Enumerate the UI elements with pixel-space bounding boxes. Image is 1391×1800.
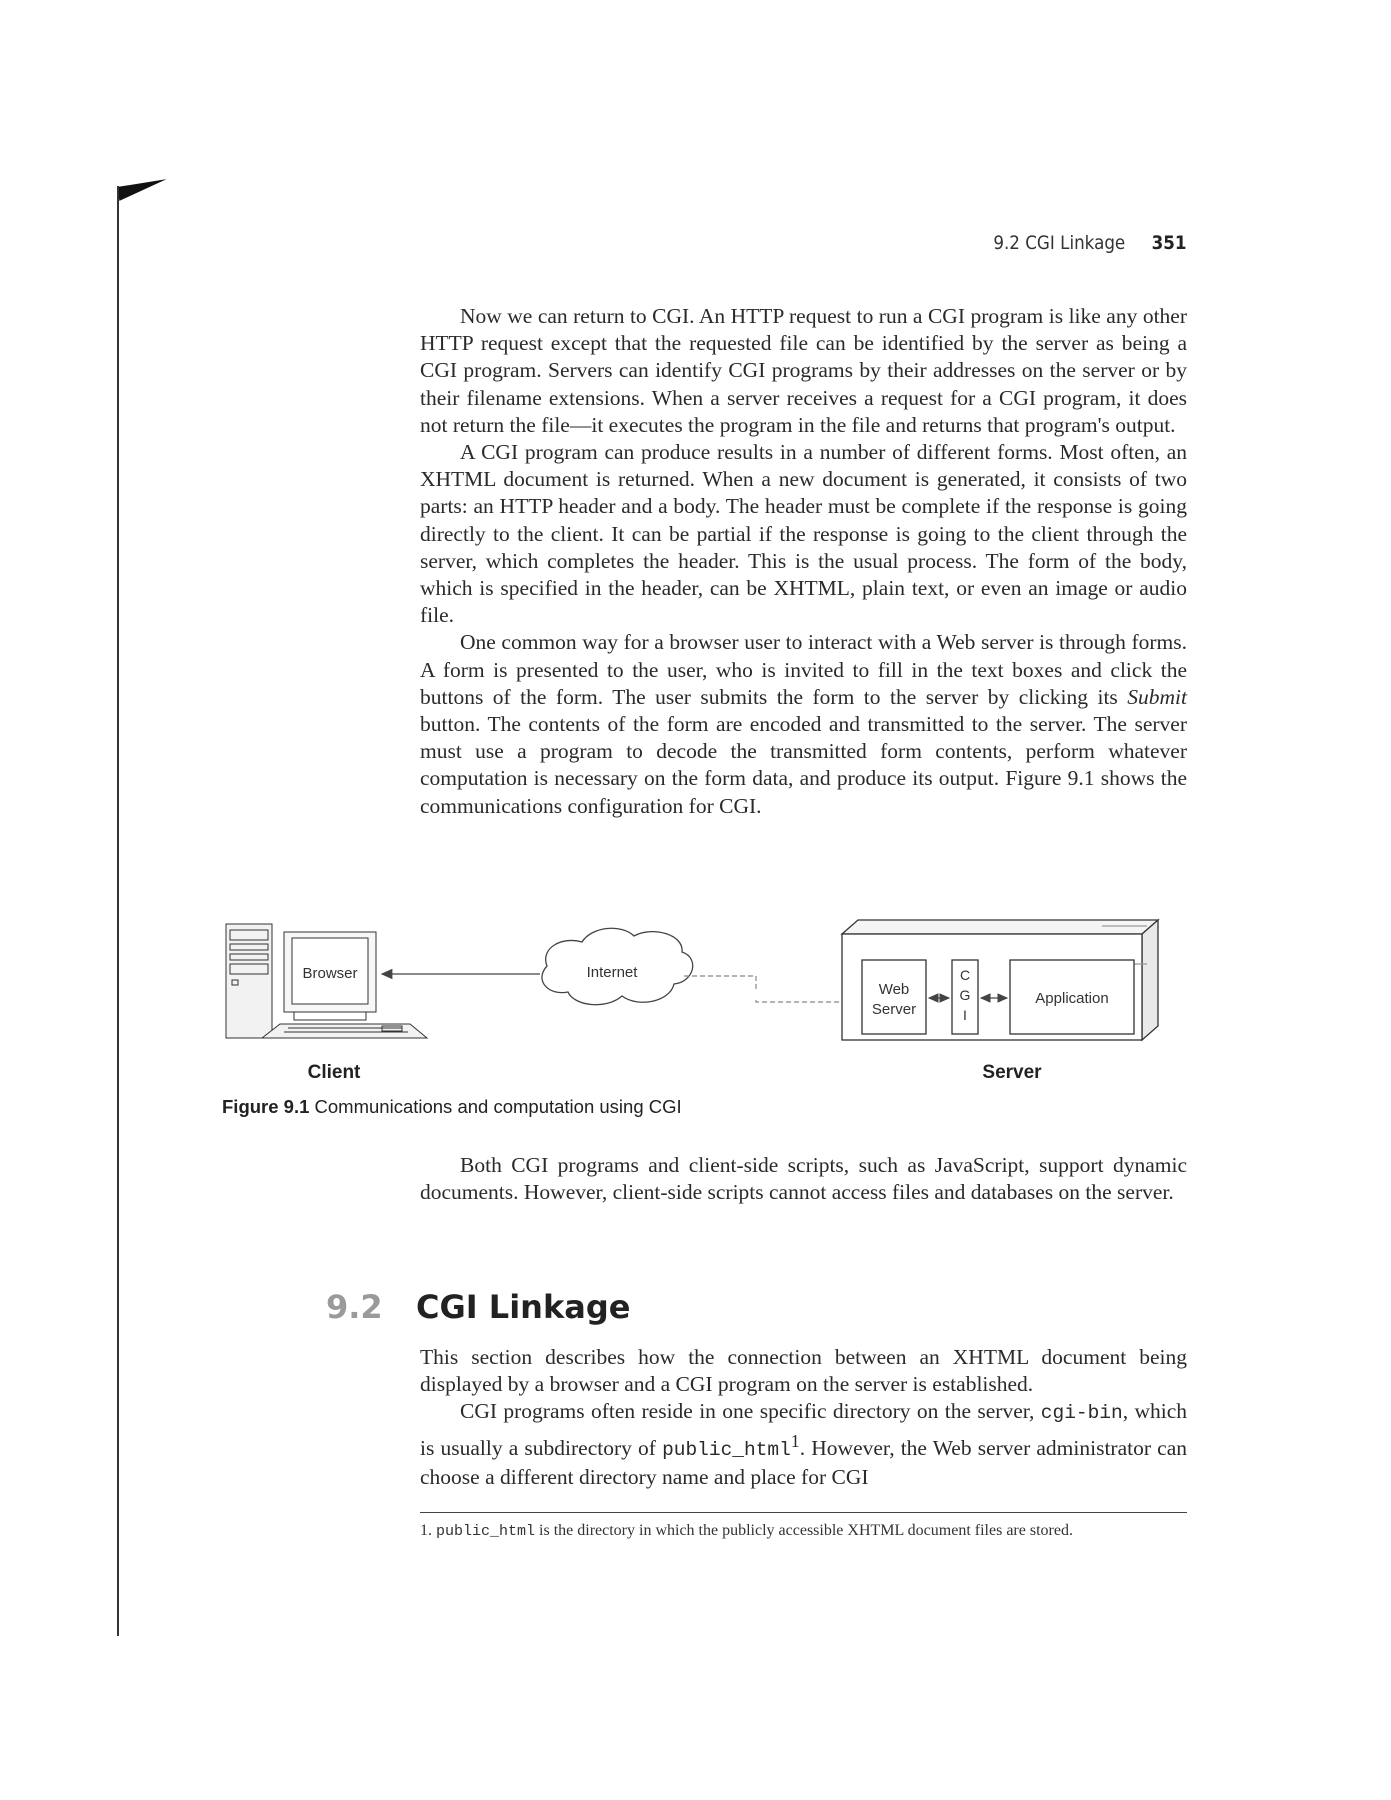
footnote	[420, 1520, 1187, 1542]
intro-paragraph-3: One common way for a browser user to interact with a Web server is through forms. A form is presented to the user, who is invited to fill in the text boxes and click the buttons of the form. The user submits the form to the server by clicking its Submit button. The contents of the form are encoded and transmitted to the server. The server must use a program to decode the transmitted form contents, perform whatever computation is necessary on the form data, and produce its output. Figure 9.1 shows the communications configuration for CGI.	[420, 630, 1187, 818]
server-label: Server	[982, 1062, 1042, 1083]
section-paragraph-2: CGI programs often reside in one specific directory on the server, cgi-bin, which is usually a subdirectory of public_html$^1$. However, the Web server administrator can choose a different directory name and place for CGI	[420, 1399, 1188, 1489]
footnote-number: 1.	[420, 1522, 432, 1539]
intro-paragraph-1: Now we can return to CGI. An HTTP request to run a CGI program is like any other HTTP request except that the requested file can be identified by the server as being a CGI program. Servers can identify CGI programs by their addresses on the server or by their filename extensions. When a server receives a request for a CGI program, it does not return the file—it executes the program in the file and returns that program's output.	[420, 304, 1187, 437]
after-figure-paragraph: Both CGI programs and client-side scripts, such as JavaScript, support dynamic documents. However, client-side scripts cannot access files and databases on the server.	[420, 1153, 1187, 1205]
running-head-section: 9.2 CGI Linkage	[993, 232, 1126, 254]
section-number: 9.2	[326, 1288, 383, 1326]
server-box	[842, 920, 1158, 1040]
footnote-ref: 1	[790, 1430, 800, 1451]
footnote-text: is the directory in which the publicly accessible XHTML document files are stored.	[535, 1522, 1073, 1539]
web-server-label-line2: Server	[871, 1001, 917, 1018]
intro-paragraph-2: A CGI program can produce results in a number of different forms. Most often, an XHTML document is returned. When a new document is generated, it consists of two parts: an HTTP header and a body. The header must be complete if the response is going directly to the client. It can be partial if the response is going to the client through the server, which completes the header. This is the usual process. The form of the body, which is specified in the header, can be XHTML, plain text, or even an image or audio file.	[420, 440, 1187, 628]
page-number: 351	[1152, 232, 1187, 254]
section-heading	[326, 1288, 630, 1326]
figure-caption	[222, 1096, 682, 1118]
binding-edge-line	[117, 186, 119, 1636]
cgi-letter-i: I	[963, 1007, 967, 1023]
internet-label: Internet	[586, 964, 638, 981]
footnote-rule	[420, 1512, 1187, 1513]
cgi-letter-c: C	[959, 967, 971, 983]
application-label: Application	[1035, 990, 1109, 1007]
binding-corner-mark	[117, 179, 169, 201]
footnote-code: public_html	[436, 1523, 536, 1540]
figure-caption-label: Figure 9.1	[222, 1096, 310, 1117]
running-head	[994, 232, 1187, 254]
client-label: Client	[307, 1062, 361, 1083]
section-title: CGI Linkage	[416, 1288, 631, 1326]
internet-server-arrow	[684, 976, 862, 1002]
web-server-label-line1: Web	[878, 981, 910, 998]
browser-label: Browser	[302, 965, 358, 982]
cgi-letter-g: G	[959, 987, 971, 1003]
figure-9-1	[222, 918, 1182, 1088]
figure-caption-text: Communications and computation using CGI	[314, 1096, 682, 1117]
after-figure-text	[420, 1152, 1187, 1206]
section-paragraph-1: This section describes how the connection between an XHTML document being displayed by a browser and a CGI program on the server is established.	[420, 1345, 1187, 1397]
cgi-bin-code: cgi-bin	[1040, 1402, 1123, 1425]
intro-text	[420, 303, 1187, 820]
section-text	[420, 1344, 1187, 1491]
public-html-code: public_html	[662, 1438, 791, 1461]
submit-emphasis: Submit	[1127, 684, 1187, 709]
